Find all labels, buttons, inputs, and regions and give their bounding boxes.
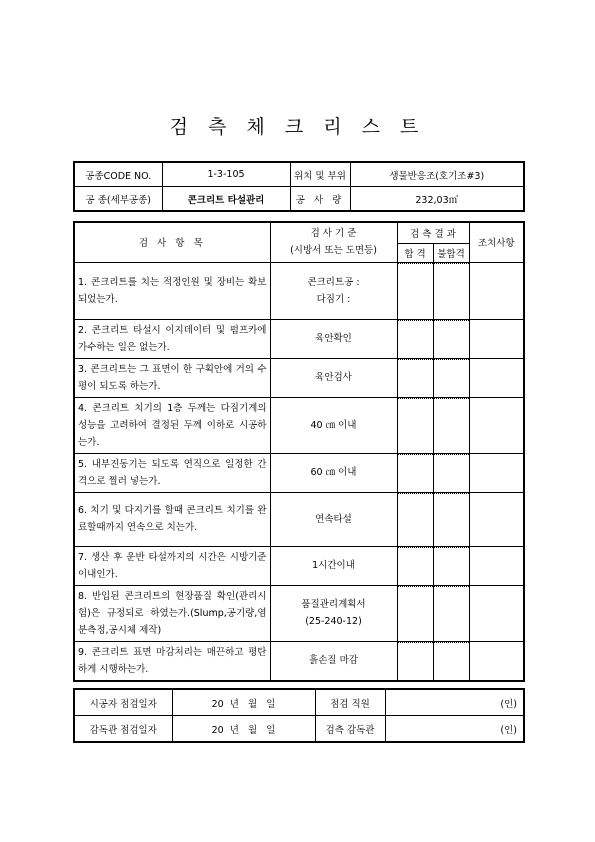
action-cell[interactable] bbox=[469, 585, 524, 641]
check-item: 7. 생산 후 운반 타설까지의 시간은 시방기준 이내인가. bbox=[74, 546, 270, 585]
pass-cell[interactable] bbox=[397, 397, 433, 453]
check-standard: 육안확인 bbox=[270, 319, 397, 358]
supervisor-check-date[interactable]: 20 년 월 일 bbox=[172, 716, 315, 743]
check-standard: 흙손질 마감 bbox=[270, 641, 397, 681]
table-row bbox=[74, 358, 524, 397]
check-standard: 육안검사 bbox=[270, 358, 397, 397]
check-item: 9. 콘크리트 표면 마감처리는 매끈하고 평탄하게 시행하는가. bbox=[74, 641, 270, 681]
fail-cell[interactable] bbox=[433, 453, 469, 492]
check-standard: 1시간이내 bbox=[270, 546, 397, 585]
fail-cell[interactable] bbox=[433, 585, 469, 641]
check-item: 3. 콘크리트는 그 표면이 한 구획안에 거의 수평이 되도록 하는가. bbox=[74, 358, 270, 397]
header-standard-line1: 검 사 기 준 bbox=[310, 228, 357, 240]
info-table bbox=[73, 161, 525, 212]
standard-line: (25-240-12) bbox=[305, 616, 362, 627]
table-row bbox=[74, 397, 524, 453]
table-row bbox=[74, 453, 524, 492]
standard-line: 다짐기 : bbox=[316, 293, 351, 305]
fail-cell[interactable] bbox=[433, 546, 469, 585]
work-value: 콘크리트 타설관리 bbox=[162, 187, 290, 212]
header-pass: 합 격 bbox=[397, 243, 433, 262]
fail-cell[interactable] bbox=[433, 319, 469, 358]
pass-cell[interactable] bbox=[397, 546, 433, 585]
header-standard-line2: (시방서 또는 도면등) bbox=[290, 245, 377, 257]
pass-cell[interactable] bbox=[397, 453, 433, 492]
standard-line: 콘크리트공 : bbox=[307, 276, 360, 288]
inspector-role-label: 점검 직원 bbox=[315, 689, 385, 716]
action-cell[interactable] bbox=[469, 641, 524, 681]
header-result: 검 측 결 과 bbox=[397, 222, 469, 243]
table-row bbox=[74, 546, 524, 585]
header-fail: 불합격 bbox=[433, 243, 469, 262]
quantity-label: 공 사 량 bbox=[290, 187, 350, 212]
check-standard: 연속타설 bbox=[270, 492, 397, 546]
table-row bbox=[74, 641, 524, 681]
header-action: 조치사항 bbox=[469, 222, 524, 262]
check-item: 1. 콘크리트를 치는 적정인원 및 장비는 확보되었는가. bbox=[74, 262, 270, 319]
table-row bbox=[74, 585, 524, 641]
supervisor-role-label: 검측 감독관 bbox=[315, 716, 385, 743]
check-item: 2. 콘크리트 타설시 이지데이터 및 펌프카에 가수하는 일은 없는가. bbox=[74, 319, 270, 358]
pass-cell[interactable] bbox=[397, 492, 433, 546]
quantity-value: 232,03㎥ bbox=[350, 187, 524, 212]
supervisor-check-date-label: 감독관 점검일자 bbox=[74, 716, 172, 743]
action-cell[interactable] bbox=[469, 397, 524, 453]
pass-cell[interactable] bbox=[397, 262, 433, 319]
check-standard bbox=[270, 262, 397, 319]
pass-cell[interactable] bbox=[397, 641, 433, 681]
location-value: 생물반응조(호기조#3) bbox=[350, 162, 524, 187]
supervisor-seal[interactable]: (인) bbox=[385, 716, 524, 743]
contractor-check-date-label: 시공자 점검일자 bbox=[74, 689, 172, 716]
fail-cell[interactable] bbox=[433, 358, 469, 397]
table-row bbox=[74, 492, 524, 546]
table-row bbox=[74, 262, 524, 319]
pass-cell[interactable] bbox=[397, 319, 433, 358]
header-standard bbox=[270, 222, 397, 262]
check-standard bbox=[270, 585, 397, 641]
action-cell[interactable] bbox=[469, 546, 524, 585]
inspector-seal[interactable]: (인) bbox=[385, 689, 524, 716]
work-label: 공 종(세부공종) bbox=[74, 187, 162, 212]
action-cell[interactable] bbox=[469, 453, 524, 492]
location-label: 위치 및 부위 bbox=[290, 162, 350, 187]
action-cell[interactable] bbox=[469, 492, 524, 546]
checklist-table bbox=[73, 221, 525, 682]
contractor-check-date[interactable]: 20 년 월 일 bbox=[172, 689, 315, 716]
check-item: 6. 치기 및 다지기를 할때 콘크리트 치기를 완료할때까지 연속으로 치는가. bbox=[74, 492, 270, 546]
check-item: 4. 콘크리트 치기의 1층 두께는 다짐기계의 성능을 고려하여 결정된 두께 이하로 시공하는가. bbox=[74, 397, 270, 453]
sign-table bbox=[73, 688, 525, 743]
check-standard: 60 ㎝ 이내 bbox=[270, 453, 397, 492]
fail-cell[interactable] bbox=[433, 397, 469, 453]
fail-cell[interactable] bbox=[433, 492, 469, 546]
action-cell[interactable] bbox=[469, 358, 524, 397]
table-row bbox=[74, 319, 524, 358]
page-title: 검 측 체 크 리 스 트 bbox=[169, 116, 426, 138]
fail-cell[interactable] bbox=[433, 641, 469, 681]
action-cell[interactable] bbox=[469, 319, 524, 358]
check-item: 5. 내부진동기는 되도록 연직으로 일정한 간격으로 찔러 넣는가. bbox=[74, 453, 270, 492]
code-value: 1-3-105 bbox=[162, 162, 290, 187]
header-item: 검 사 항 목 bbox=[74, 222, 270, 262]
code-label: 공종CODE NO. bbox=[74, 162, 162, 187]
check-standard: 40 ㎝ 이내 bbox=[270, 397, 397, 453]
standard-line: 품질관리계획서 bbox=[301, 599, 366, 610]
pass-cell[interactable] bbox=[397, 585, 433, 641]
fail-cell[interactable] bbox=[433, 262, 469, 319]
action-cell[interactable] bbox=[469, 262, 524, 319]
check-item: 8. 반입된 콘크리트의 현장품질 확인(관리시험)은 규정되로 하였는가.(Slump,공기량,염분측정,공시체 제작) bbox=[74, 585, 270, 641]
pass-cell[interactable] bbox=[397, 358, 433, 397]
